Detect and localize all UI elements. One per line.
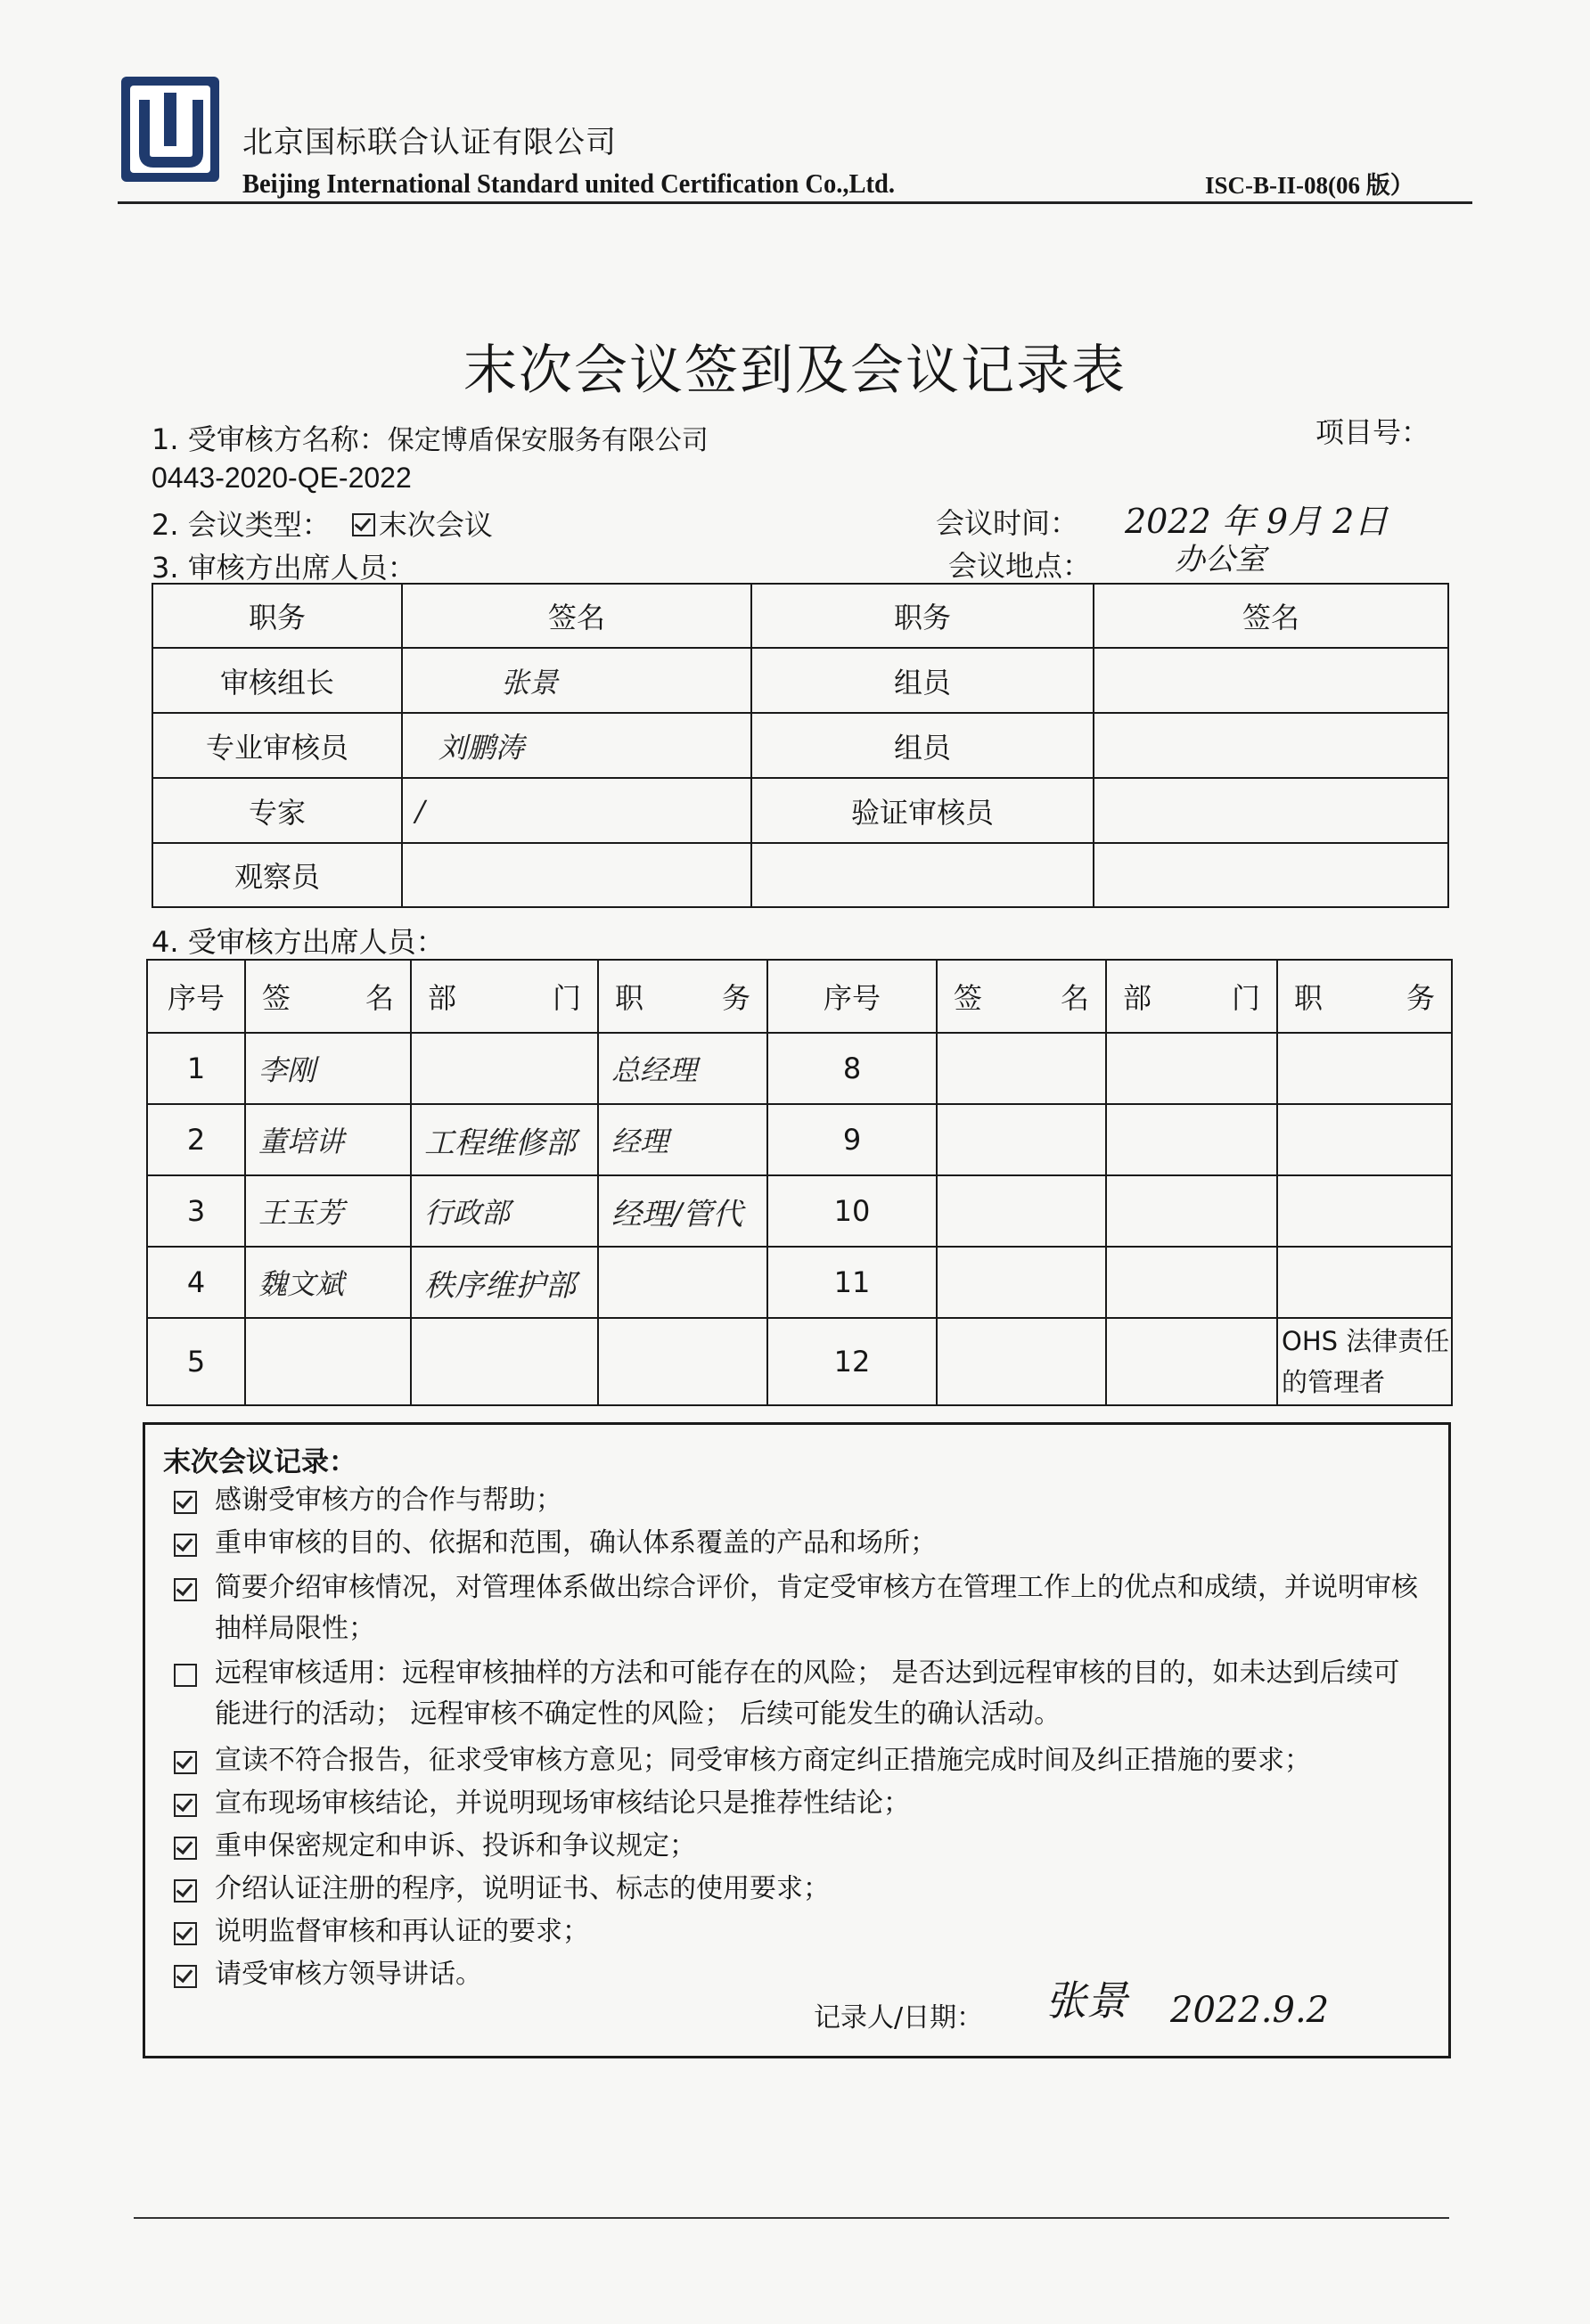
note-checkbox[interactable] bbox=[174, 1922, 197, 1945]
header-role-2: 职务 bbox=[751, 584, 1094, 648]
note-text: 重申保密规定和申诉、投诉和争议规定； bbox=[215, 1830, 696, 1862]
header-number-2: 序号 bbox=[767, 960, 937, 1033]
position-cell: 总经理 bbox=[598, 1033, 767, 1104]
number-cell: 2 bbox=[147, 1104, 245, 1175]
note-checkbox[interactable] bbox=[174, 1879, 197, 1903]
note-checkbox[interactable] bbox=[174, 1837, 197, 1860]
number-cell: 3 bbox=[147, 1175, 245, 1247]
role-cell: 观察员 bbox=[152, 843, 402, 907]
header-role-1: 职务 bbox=[152, 584, 402, 648]
header-name-1: 签 名 bbox=[245, 960, 411, 1033]
number-cell: 9 bbox=[767, 1104, 937, 1175]
position-cell bbox=[598, 1247, 767, 1318]
role-cell: 组员 bbox=[751, 648, 1094, 713]
table-row bbox=[152, 648, 1448, 713]
note-text: 说明监督审核和再认证的要求； bbox=[215, 1916, 589, 1947]
auditor-table-header bbox=[152, 584, 1448, 648]
attendee-table bbox=[146, 959, 1453, 1406]
number-cell: 4 bbox=[147, 1247, 245, 1318]
dept-cell bbox=[1106, 1318, 1277, 1405]
number-cell: 1 bbox=[147, 1033, 245, 1104]
notes-heading: 末次会议记录： bbox=[163, 1446, 357, 1478]
name-cell: 王玉芳 bbox=[245, 1175, 411, 1247]
dept-cell bbox=[411, 1033, 598, 1104]
meeting-notes-box bbox=[143, 1422, 1451, 2058]
document-code: ISC-B-II-08(06 版） bbox=[1205, 172, 1414, 199]
meeting-place-value: 办公室 bbox=[1175, 542, 1266, 577]
signature-cell: / bbox=[402, 778, 751, 843]
table-row bbox=[152, 713, 1448, 778]
header-dept-1: 部 门 bbox=[411, 960, 598, 1033]
signature-cell bbox=[1094, 843, 1448, 907]
note-checkbox[interactable] bbox=[174, 1751, 197, 1774]
note-text: 感谢受审核方的合作与帮助； bbox=[215, 1485, 562, 1516]
note-item bbox=[174, 1826, 1422, 1867]
header-signature-1: 签名 bbox=[402, 584, 751, 648]
signature-cell: 张景 bbox=[402, 648, 751, 713]
role-cell: 专家 bbox=[152, 778, 402, 843]
name-cell bbox=[937, 1104, 1106, 1175]
header-number-1: 序号 bbox=[147, 960, 245, 1033]
name-cell: 李刚 bbox=[245, 1033, 411, 1104]
auditee-label: 1. 受审核方名称： bbox=[152, 422, 388, 456]
table-row bbox=[147, 1247, 1452, 1318]
company-name-cn: 北京国标联合认证有限公司 bbox=[242, 125, 617, 160]
note-text: 远程审核适用：远程审核抽样的方法和可能存在的风险； 是否达到远程审核的目的，如未达到后续可能进行的活动； 远程审核不确定性的风险； 后续可能发生的确认活动。 bbox=[215, 1657, 1400, 1730]
dept-cell bbox=[1106, 1033, 1277, 1104]
name-cell bbox=[937, 1247, 1106, 1318]
position-cell bbox=[1277, 1033, 1452, 1104]
company-logo bbox=[118, 73, 223, 185]
position-cell: 经理 bbox=[598, 1104, 767, 1175]
note-checkbox[interactable] bbox=[174, 1794, 197, 1817]
dept-cell bbox=[411, 1318, 598, 1405]
meeting-time-value: 2022 年 9月 2日 bbox=[1125, 502, 1389, 541]
note-text: 宣读不符合报告，征求受审核方意见；同受审核方商定纠正措施完成时间及纠正措施的要求； bbox=[215, 1745, 1311, 1776]
project-number: 0443-2020-QE-2022 bbox=[152, 462, 412, 494]
table-row bbox=[147, 1033, 1452, 1104]
note-item bbox=[174, 1523, 1422, 1564]
dept-cell bbox=[1106, 1175, 1277, 1247]
note-item bbox=[174, 1567, 1422, 1649]
signature-cell bbox=[1094, 713, 1448, 778]
header-position-1: 职 务 bbox=[598, 960, 767, 1033]
note-checkbox[interactable] bbox=[174, 1491, 197, 1514]
meeting-type-checkbox[interactable] bbox=[352, 513, 375, 536]
header-dept-2: 部 门 bbox=[1106, 960, 1277, 1033]
note-text: 请受审核方领导讲话。 bbox=[215, 1959, 482, 1990]
footer-divider bbox=[134, 2217, 1449, 2219]
number-cell: 10 bbox=[767, 1175, 937, 1247]
note-checkbox[interactable] bbox=[174, 1578, 197, 1601]
auditee-name: 保定博盾保安服务有限公司 bbox=[387, 425, 709, 456]
dept-cell bbox=[1106, 1104, 1277, 1175]
recorder-date: 2022.9.2 bbox=[1170, 1990, 1330, 2031]
company-name-en: Beijing International Standard united Certification Co.,Ltd. bbox=[242, 168, 896, 199]
signature-cell: 刘鹏涛 bbox=[402, 713, 751, 778]
dept-cell bbox=[1106, 1247, 1277, 1318]
dept-cell: 工程维修部 bbox=[411, 1104, 598, 1175]
note-checkbox[interactable] bbox=[174, 1534, 197, 1557]
meeting-type-line bbox=[152, 503, 493, 544]
header-name-2: 签 名 bbox=[937, 960, 1106, 1033]
position-cell: 经理/管代 bbox=[598, 1175, 767, 1247]
signature-cell bbox=[1094, 648, 1448, 713]
dept-cell: 行政部 bbox=[411, 1175, 598, 1247]
auditor-table bbox=[152, 583, 1449, 908]
number-cell: 8 bbox=[767, 1033, 937, 1104]
table-row bbox=[152, 778, 1448, 843]
project-label: 项目号： bbox=[1315, 415, 1430, 449]
auditee-line bbox=[152, 417, 709, 458]
meeting-place-label: 会议地点： bbox=[948, 549, 1092, 583]
note-item bbox=[174, 1911, 1422, 1952]
role-cell: 组员 bbox=[751, 713, 1094, 778]
table-row bbox=[152, 843, 1448, 907]
note-item bbox=[174, 1740, 1422, 1781]
position-cell: OHS 法律责任的管理者 bbox=[1277, 1318, 1452, 1405]
name-cell: 魏文斌 bbox=[245, 1247, 411, 1318]
auditor-section-label: 3. 审核方出席人员： bbox=[152, 551, 416, 585]
name-cell bbox=[937, 1318, 1106, 1405]
header-signature-2: 签名 bbox=[1094, 584, 1448, 648]
position-cell bbox=[1277, 1175, 1452, 1247]
recorder-signature: 张景 bbox=[1045, 1976, 1127, 2025]
dept-cell: 秩序维护部 bbox=[411, 1247, 598, 1318]
number-cell: 12 bbox=[767, 1318, 937, 1405]
number-cell: 5 bbox=[147, 1318, 245, 1405]
name-cell bbox=[937, 1175, 1106, 1247]
meeting-type-label: 2. 会议类型： bbox=[152, 508, 331, 542]
table-row bbox=[147, 1175, 1452, 1247]
meeting-time-label: 会议时间： bbox=[936, 506, 1079, 540]
note-text: 介绍认证注册的程序，说明证书、标志的使用要求； bbox=[215, 1873, 830, 1904]
recorder-label: 记录人/日期： bbox=[814, 2002, 984, 2034]
name-cell bbox=[937, 1033, 1106, 1104]
note-text: 宣布现场审核结论，并说明现场审核结论只是推荐性结论； bbox=[215, 1788, 910, 1819]
meeting-type-value: 末次会议 bbox=[378, 508, 493, 542]
name-cell: 董培讲 bbox=[245, 1104, 411, 1175]
signature-cell bbox=[1094, 778, 1448, 843]
name-cell bbox=[245, 1318, 411, 1405]
role-cell: 专业审核员 bbox=[152, 713, 402, 778]
note-item bbox=[174, 1653, 1422, 1735]
auditee-section-label: 4. 受审核方出席人员： bbox=[152, 925, 445, 959]
signature-cell bbox=[402, 843, 751, 907]
role-cell bbox=[751, 843, 1094, 907]
note-text: 简要介绍审核情况，对管理体系做出综合评价，肯定受审核方在管理工作上的优点和成绩，并说明审核抽样局限性； bbox=[215, 1572, 1418, 1644]
position-cell bbox=[598, 1318, 767, 1405]
note-item bbox=[174, 1869, 1422, 1910]
role-cell: 验证审核员 bbox=[751, 778, 1094, 843]
table-row bbox=[147, 1104, 1452, 1175]
note-item bbox=[174, 1783, 1422, 1824]
attendee-table-header bbox=[147, 960, 1452, 1033]
position-cell bbox=[1277, 1104, 1452, 1175]
note-checkbox[interactable] bbox=[174, 1664, 197, 1687]
note-checkbox[interactable] bbox=[174, 1965, 197, 1988]
note-item bbox=[174, 1480, 1422, 1521]
number-cell: 11 bbox=[767, 1247, 937, 1318]
position-cell bbox=[1277, 1247, 1452, 1318]
header-divider bbox=[118, 201, 1472, 204]
table-row bbox=[147, 1318, 1452, 1405]
role-cell: 审核组长 bbox=[152, 648, 402, 713]
note-text: 重申审核的目的、依据和范围，确认体系覆盖的产品和场所； bbox=[215, 1527, 937, 1559]
page-title: 末次会议签到及会议记录表 bbox=[463, 340, 1127, 402]
header-position-2: 职 务 bbox=[1277, 960, 1452, 1033]
